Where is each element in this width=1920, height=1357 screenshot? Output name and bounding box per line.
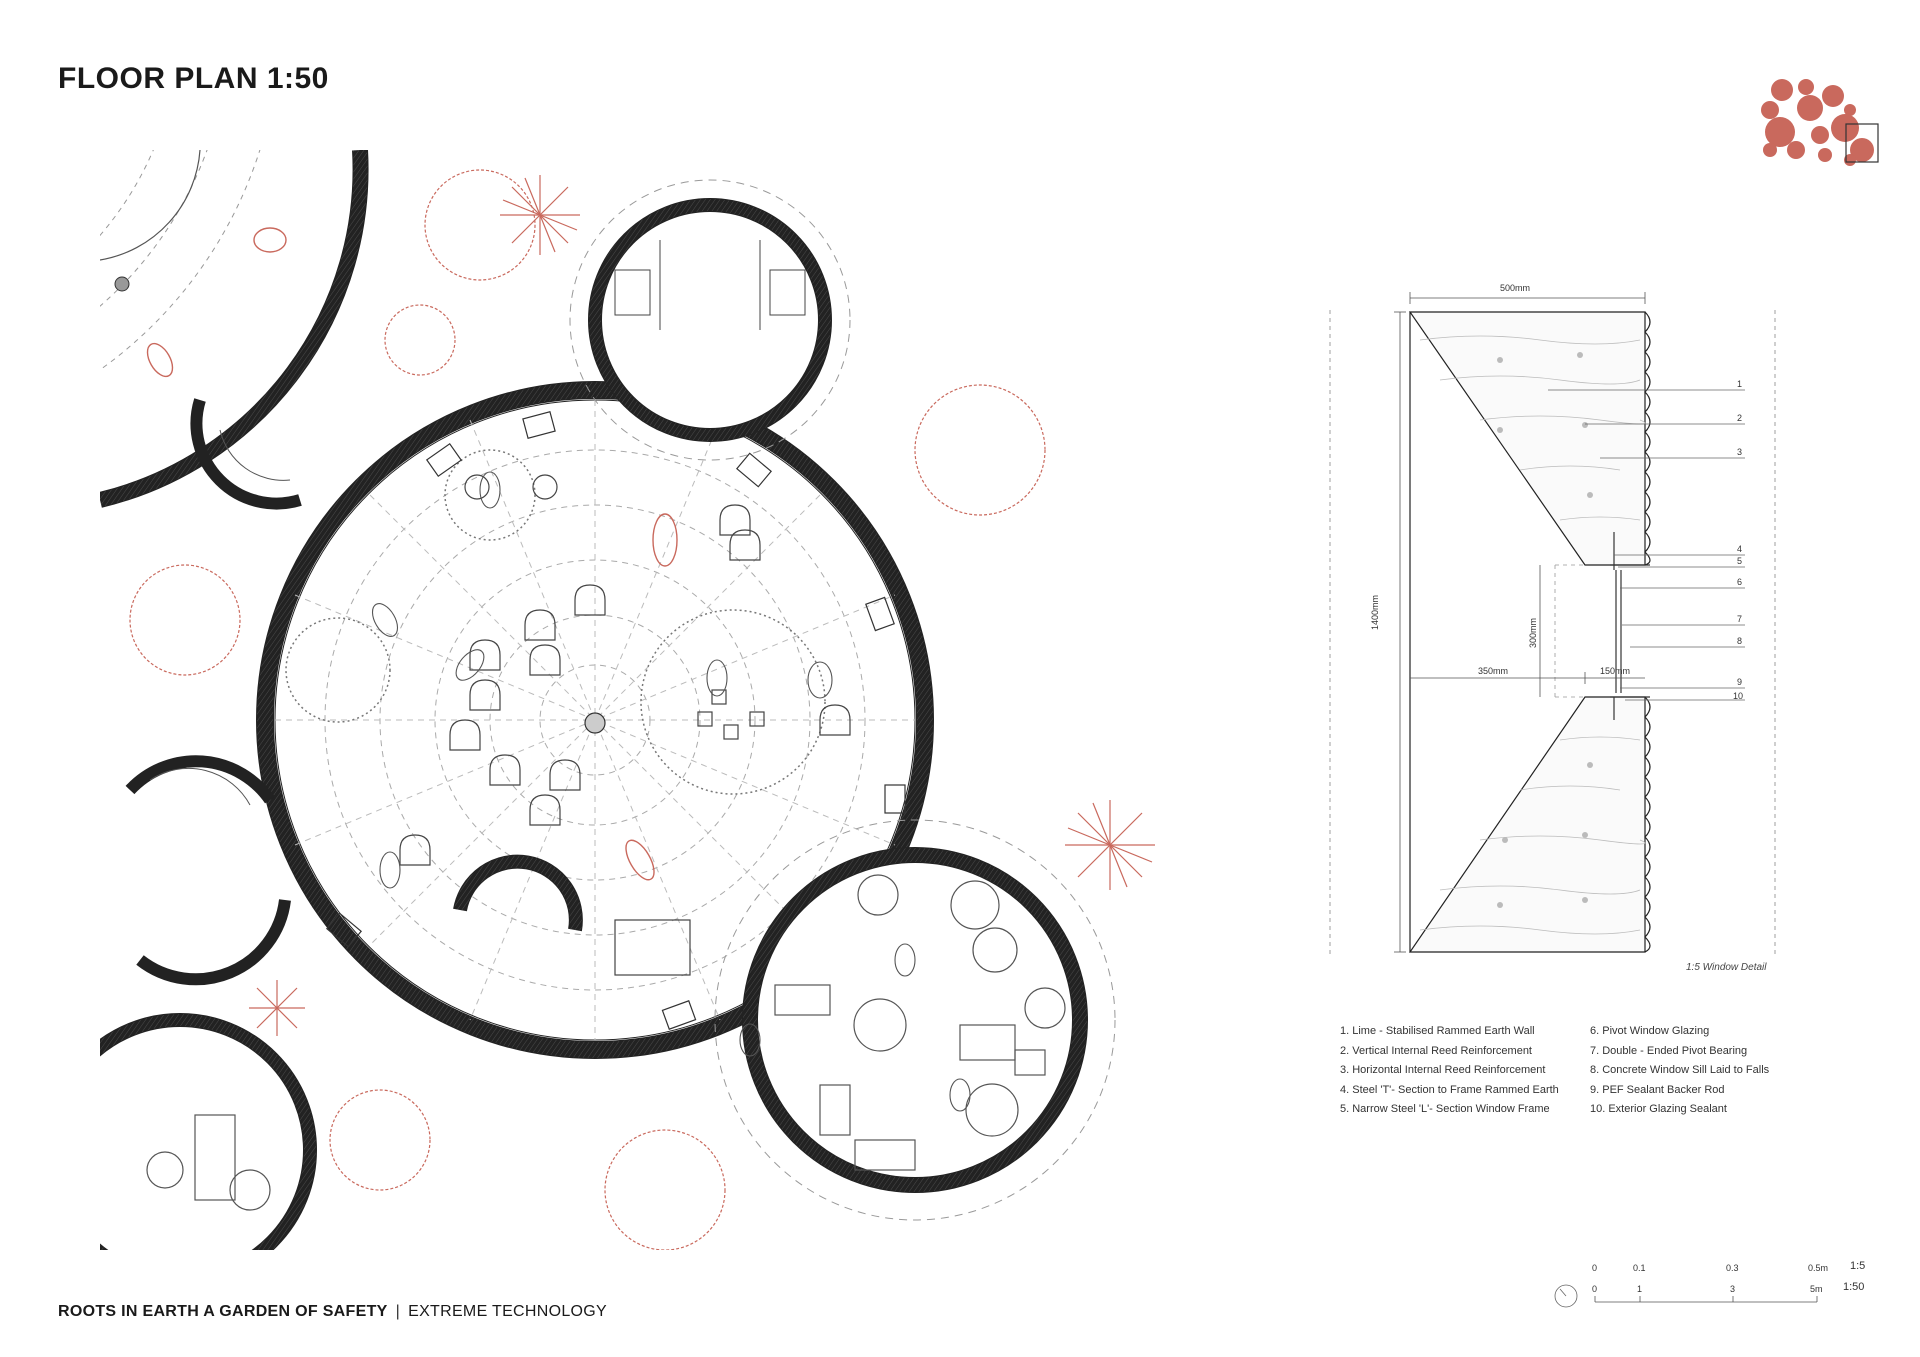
callout-1: 1: [1737, 379, 1743, 389]
callout-9: 9: [1737, 677, 1743, 687]
footer: [58, 1303, 607, 1321]
legend-item: 4. Steel 'T'- Section to Frame Rammed Earth: [1340, 1083, 1559, 1096]
legend-item: 2. Vertical Internal Reed Reinforcement: [1340, 1044, 1532, 1057]
legend-item: 10. Exterior Glazing Sealant: [1590, 1103, 1727, 1115]
scale-plan-tick: 0: [1592, 1284, 1598, 1294]
scale-detail-tick: 0.5m: [1808, 1263, 1829, 1273]
scale-detail-tick: 0.1: [1633, 1263, 1646, 1273]
callout-10: 10: [1733, 691, 1744, 701]
page-title: FLOOR PLAN 1:50: [58, 62, 329, 95]
callout-7: 7: [1737, 614, 1743, 624]
legend-item: 3. Horizontal Internal Reed Reinforcement: [1340, 1064, 1546, 1076]
legend-item: 1. Lime - Stabilised Rammed Earth Wall: [1340, 1025, 1535, 1037]
dim-inner: 350mm: [1478, 666, 1509, 676]
washroom-pod: [570, 180, 850, 460]
small-pod: [50, 1020, 310, 1280]
dim-top: 500mm: [1500, 283, 1531, 293]
project-subtitle: EXTREME TECHNOLOGY: [408, 1303, 608, 1320]
dim-height: 1400mm: [1370, 594, 1380, 630]
legend-column-2: [1590, 1022, 1769, 1120]
footer-separator: |: [395, 1303, 401, 1320]
callout-8: 8: [1737, 636, 1743, 646]
legend-item: 8. Concrete Window Sill Laid to Falls: [1590, 1064, 1770, 1076]
project-title: ROOTS IN EARTH A GARDEN OF SAFETY: [58, 1303, 388, 1320]
scale-plan-label: 1:50: [1843, 1281, 1865, 1293]
window-detail: [1330, 292, 1775, 955]
dim-outer: 150mm: [1600, 666, 1631, 676]
legend-item: 6. Pivot Window Glazing: [1590, 1025, 1710, 1037]
callout-5: 5: [1737, 556, 1743, 566]
callout-4: 4: [1737, 544, 1743, 554]
scale-detail-label: 1:5: [1850, 1260, 1866, 1272]
scale-plan-tick: 5m: [1810, 1284, 1823, 1294]
dim-opening: 300mm: [1528, 617, 1538, 648]
scale-plan-tick: 1: [1637, 1284, 1643, 1294]
lounge-pod: [715, 820, 1115, 1220]
detail-caption: 1:5 Window Detail: [1686, 962, 1767, 973]
scale-plan-tick: 3: [1730, 1284, 1736, 1294]
key-plan: [1761, 79, 1878, 166]
scale-detail-tick: 0: [1592, 1263, 1598, 1273]
callout-3: 3: [1737, 447, 1743, 457]
legend-item: 7. Double - Ended Pivot Bearing: [1590, 1044, 1748, 1057]
legend-item: 9. PEF Sealant Backer Rod: [1590, 1083, 1725, 1096]
scale-detail-tick: 0.3: [1726, 1263, 1739, 1273]
callout-6: 6: [1737, 577, 1743, 587]
legend-column-1: [1340, 1022, 1559, 1120]
legend-item: 5. Narrow Steel 'L'- Section Window Frame: [1340, 1103, 1550, 1115]
callout-2: 2: [1737, 413, 1743, 423]
